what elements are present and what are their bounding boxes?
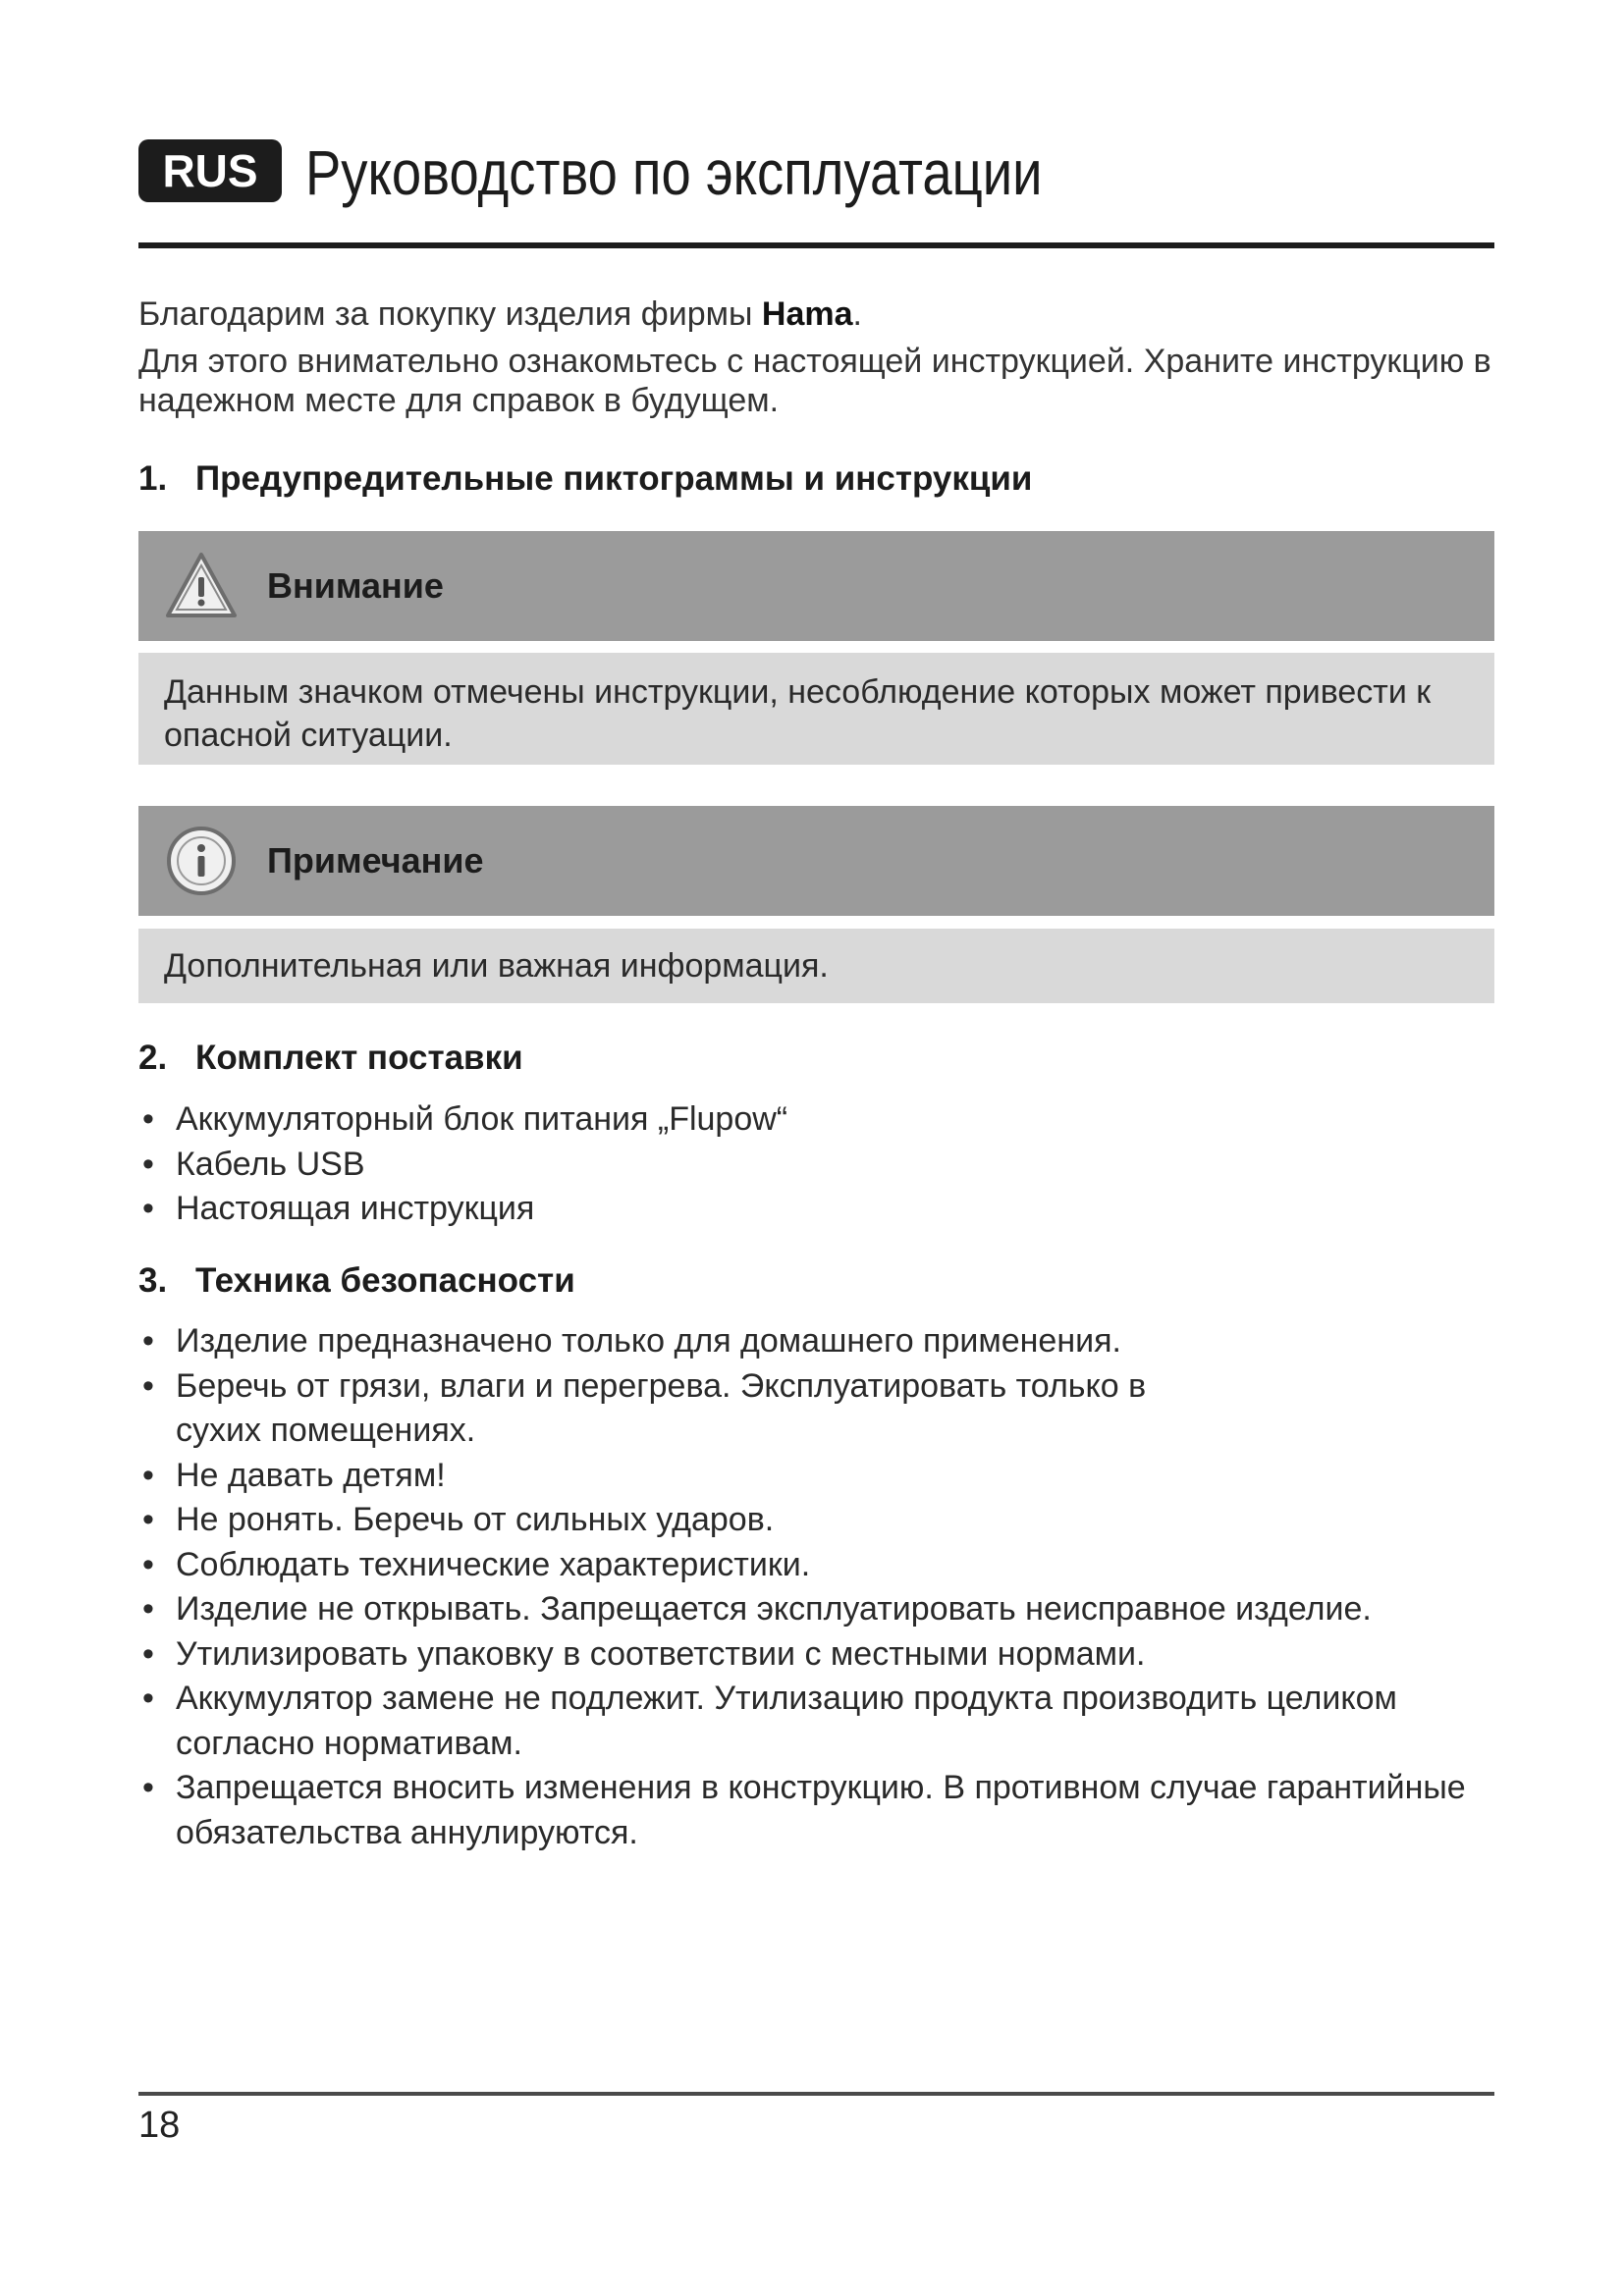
page-title: Руководство по эксплуатации: [305, 137, 1043, 208]
warning-body: [138, 653, 1494, 765]
list-item: • Настоящая инструкция: [138, 1187, 1493, 1232]
warning-label: Внимание: [267, 565, 444, 606]
intro-thanks: Благодарим за покупку изделия фирмы Hama.: [138, 295, 862, 333]
warning-header: [138, 531, 1494, 641]
intro-text: [138, 294, 1503, 420]
list-item: • Беречь от грязи, влаги и перегрева. Эксплуатировать только в сухих помещениях.: [138, 1364, 1474, 1454]
language-badge: RUS: [138, 139, 282, 202]
list-item: • Запрещается вносить изменения в конструкцию. В противном случае гарантийные обязательства аннулируются.: [138, 1766, 1474, 1855]
safety-list: [138, 1319, 1474, 1855]
list-item: • Изделие предназначено только для домашнего применения.: [138, 1319, 1474, 1364]
note-label: Примечание: [267, 840, 484, 881]
brand-name: Hama: [761, 295, 853, 333]
intro-instructions: Для этого внимательно ознакомьтесь с настоящей инструкцией. Храните инструкцию в надежном месте для справок в будущем.: [138, 343, 1491, 419]
section-heading-1: 1. Предупредительные пиктограммы и инструкции: [138, 459, 1033, 498]
list-item: • Не давать детям!: [138, 1454, 1474, 1499]
list-item: • Аккумулятор замене не подлежит. Утилизацию продукта производить целиком согласно нормативам.: [138, 1677, 1474, 1766]
footer-divider: [138, 2092, 1494, 2096]
list-item: • Не ронять. Беречь от сильных ударов.: [138, 1498, 1474, 1543]
list-item: • Утилизировать упаковку в соответствии с местными нормами.: [138, 1632, 1474, 1678]
list-item: • Соблюдать технические характеристики.: [138, 1543, 1474, 1588]
note-text: Дополнительная или важная информация.: [164, 947, 829, 985]
list-item: • Изделие не открывать. Запрещается эксплуатировать неисправное изделие.: [138, 1587, 1474, 1632]
info-icon: [164, 824, 239, 898]
note-header: [138, 806, 1494, 916]
warning-triangle-icon: [164, 549, 239, 623]
package-list: [138, 1097, 1493, 1232]
list-item: • Аккумуляторный блок питания „Flupow“: [138, 1097, 1493, 1143]
list-item: • Кабель USB: [138, 1143, 1493, 1188]
title-divider: [138, 242, 1494, 248]
section-heading-2: 2. Комплект поставки: [138, 1039, 523, 1077]
page-header: [138, 135, 1493, 208]
section-heading-3: 3. Техника безопасности: [138, 1261, 575, 1300]
warning-text: Данным значком отмечены инструкции, несоблюдение которых может привести к опасной ситуации.: [164, 673, 1432, 754]
page-number: 18: [138, 2105, 181, 2146]
note-body: [138, 929, 1494, 1003]
